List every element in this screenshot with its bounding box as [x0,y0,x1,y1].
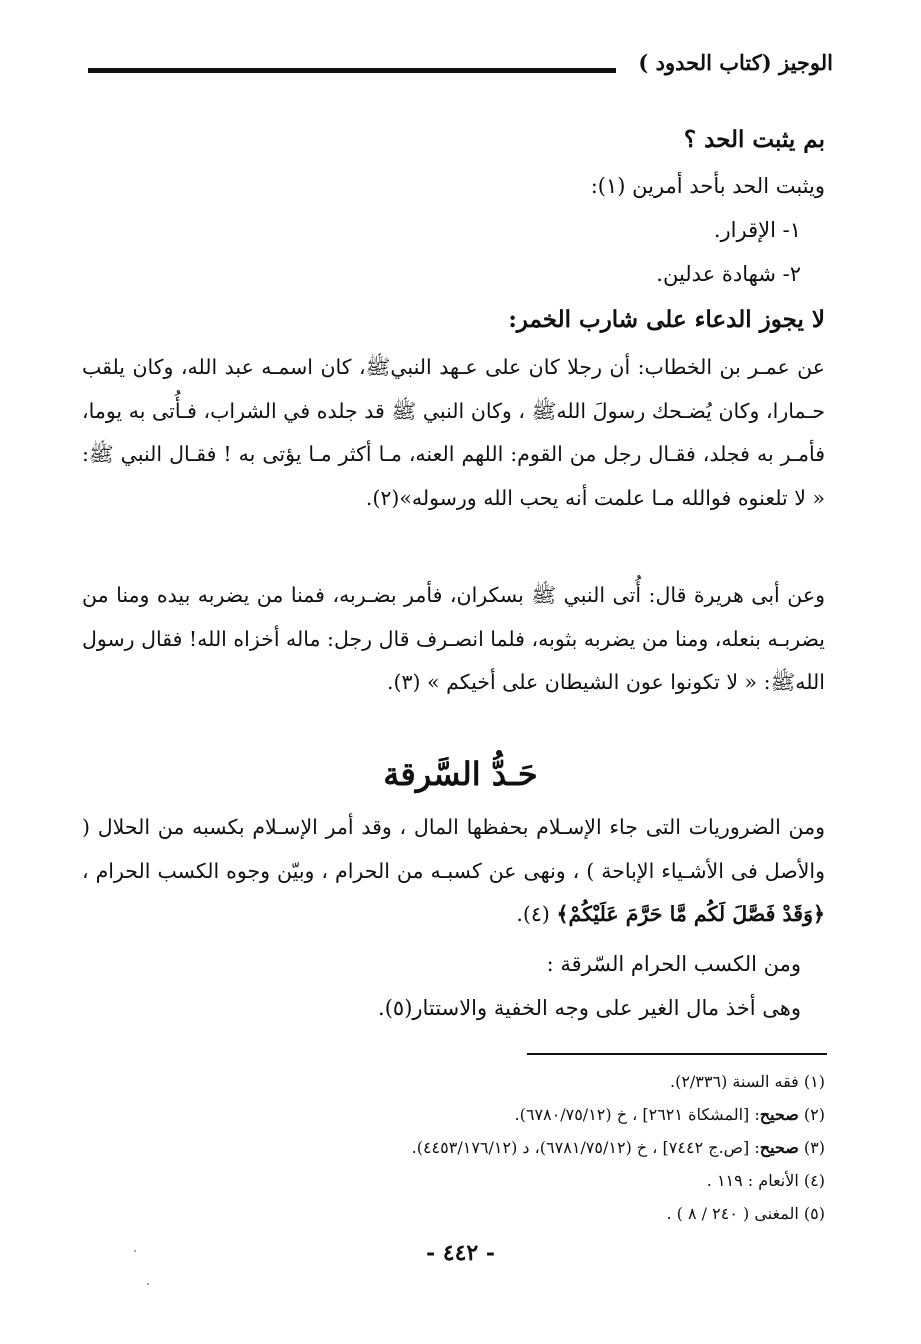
header-rule [88,68,616,73]
proof-intro-line: ويثبت الحد بأحد أمرين (١): [590,174,825,198]
footnote-number: (٤) [803,1171,825,1190]
footnote-text: : [المشكاة ٢٦٢١] ، خ (٦٧٨٠/٧٥/١٢). [514,1105,760,1124]
proof-item-witnesses: ٢- شهادة عدلين. [656,262,801,286]
running-header-title: الوجيز (كتاب الحدود ) [638,50,833,75]
heading-no-cursing-drinker: لا يجوز الدعاء على شارب الخمر: [508,306,825,333]
theft-intro-paragraph [82,806,825,937]
footnote-number: (٥) [803,1204,825,1223]
footnote-rule [527,1053,827,1055]
theft-forbidden-line: ومن الكسب الحرام السّرقة : [546,952,801,976]
footnote-text: المغنى ( ٢٤٠ / ٨ ) . [666,1204,799,1223]
quran-footnote-ref: (٤). [516,902,550,926]
footnote-4 [707,1170,825,1192]
scan-speck [134,1250,136,1252]
hadith-umar-paragraph: عن عمـر بن الخطاب: أن رجلا كان على عـهد النبيﷺ، كان اسمـه عبد الله، وكان يلقب حـمارا، وكان يُضـحك رسولَ اللهﷺ ، وكان النبي ﷺ قد جلده في الشراب، فـأُتى به يوما، فأمـر به فجلد، فقـال رجل من القوم: اللهم العنه، مـا أكثر مـا يؤتى به ! فقـال النبي ﷺ: « لا تلعنوه فوالله مـا علمت أنه يحب الله ورسوله»(٢). [82,355,825,510]
footnote-text: الأنعام : ١١٩ . [706,1171,799,1190]
footnote-grade: صحيح [759,1105,799,1124]
footnote-number: (٢) [803,1105,825,1124]
section-title-theft: حَـدُّ السَّرقة [383,755,538,793]
quran-verse: ﴿وَقَدْ فَصَّلَ لَكُم مَّا حَرَّمَ عَلَيْكُمْ﴾ [556,902,825,926]
proof-item-confession: ١- الإقرار. [713,218,801,242]
footnote-1 [670,1071,825,1093]
theft-definition-line: وهى أخذ مال الغير على وجه الخفية والاستتار(٥). [378,996,801,1020]
footnote-number: (١) [803,1072,825,1091]
footnote-3 [412,1137,825,1159]
footnote-5 [667,1203,826,1225]
footnote-text: فقه السنة (٢/٣٣٦). [669,1072,799,1091]
hadith-abu-hurayra-paragraph: وعن أبى هريرة قال: أُتى النبي ﷺ بسكران، فأمر بضـربه، فمنا من يضربه بيده ومنا من يضربـه بنعله، ومنا من يضربه بثوبه، فلما انصـرف قال رجل: ماله أخزاه الله! فقال رسول اللهﷺ: « لا تكونوا عون الشيطان على أخيكم » (٣). [82,583,825,694]
page-number: - ٤٤٢ - [425,1240,496,1266]
footnote-number: (٣) [803,1138,825,1157]
footnote-grade: صحيح [759,1138,799,1157]
footnote-text: : [ص.ج ٧٤٤٢] ، خ (٦٧٨١/٧٥/١٢)، د (٤٤٥٣/١٧٦/١٢). [411,1138,760,1157]
heading-proof-of-punishment: بم يثبت الحد ؟ [683,126,825,153]
footnote-2 [515,1104,825,1126]
theft-intro-text: ومن الضروريات التى جاء الإسـلام بحفظها المال ، وقد أمر الإسـلام بكسبه من الحلال ( والأصل فى الأشـياء الإباحة ) ، ونهى عن كسبـه من الحرام ، وبيّن وجوه الكسب الحرام ، [82,815,825,883]
scan-speck [147,1283,149,1285]
